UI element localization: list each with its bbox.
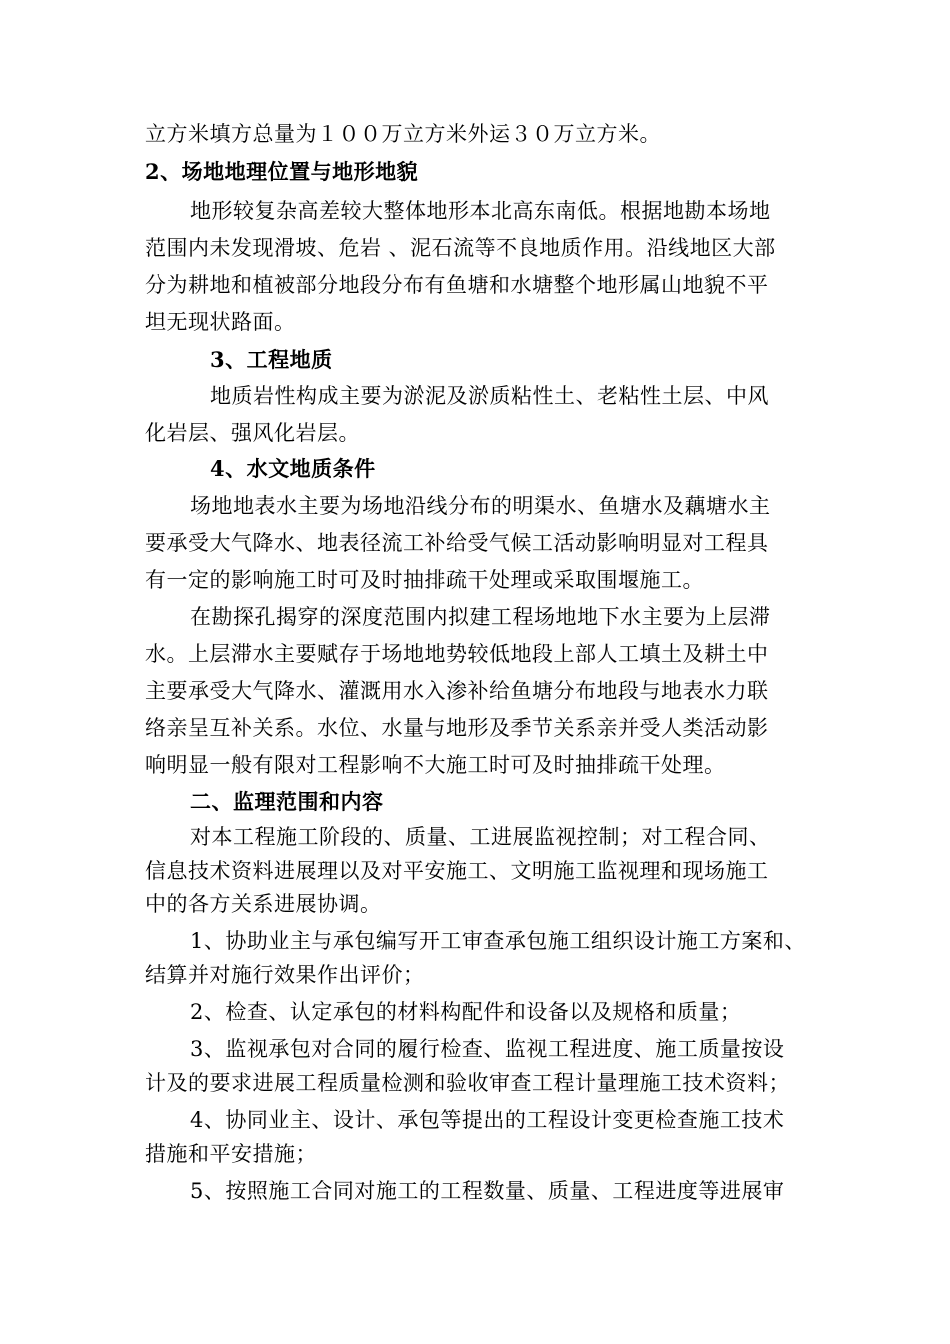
text-line: 范围内未发现滑坡、危岩 、泥石流等不良地质作用。沿线地区大部 <box>145 236 776 260</box>
text-line: 1、协助业主与承包编写开工审查承包施工组织设计施工方案和、 <box>190 929 806 953</box>
text-line: 要承受大气降水、地表径流工补给受气候工活动影响明显对工程具 <box>145 531 769 555</box>
section-heading: 3、工程地质 <box>210 347 333 372</box>
text-line: 2、检查、认定承包的材料构配件和设备以及规格和质量； <box>190 1000 742 1024</box>
text-line: 3、监视承包对合同的履行检查、监视工程进度、施工质量按设 <box>190 1037 785 1061</box>
text-line: 对本工程施工阶段的、质量、工进展监视控制；对工程合同、 <box>190 825 771 849</box>
text-line: 措施和平安措施； <box>145 1142 317 1166</box>
text-line: 在勘探孔揭穿的深度范围内拟建工程场地地下水主要为上层滞 <box>190 605 771 629</box>
text-line: 络亲呈互补关系。水位、水量与地形及季节关系亲并受人类活动影 <box>145 716 769 740</box>
text-line: 有一定的影响施工时可及时抽排疏干处理或采取围堰施工。 <box>145 568 704 592</box>
text-line: 4、协同业主、设计、承包等提出的工程设计变更检查施工技术 <box>190 1108 785 1132</box>
text-line: 结算并对施行效果作出评价； <box>145 963 425 987</box>
text-line: 主要承受大气降水、灌溉用水入渗补给鱼塘分布地段与地表水力联 <box>145 679 769 703</box>
text-line: 计及的要求进展工程质量检测和验收审查工程计量理施工技术资料； <box>145 1071 790 1095</box>
text-line: 化岩层、强风化岩层。 <box>145 421 360 445</box>
text-line: 分为耕地和植被部分地段分布有鱼塘和水塘整个地形属山地貌不平 <box>145 273 769 297</box>
text-line: 场地地表水主要为场地沿线分布的明渠水、鱼塘水及藕塘水主 <box>190 494 771 518</box>
text-line: 立方米填方总量为１００万立方米外运３０万立方米。 <box>145 122 661 146</box>
text-line: 水。上层滞水主要赋存于场地地势较低地段上部人工填土及耕土中 <box>145 642 769 666</box>
section-heading: 二、监理范围和内容 <box>190 789 384 814</box>
text-line: 5、按照施工合同对施工的工程数量、质量、工程进度等进展审 <box>190 1179 785 1203</box>
text-line: 坦无现状路面。 <box>145 310 296 334</box>
text-line: 响明显一般有限对工程影响不大施工时可及时抽排疏干处理。 <box>145 753 726 777</box>
text-line: 地形较复杂高差较大整体地形本北高东南低。根据地勘本场地 <box>190 199 771 223</box>
text-line: 地质岩性构成主要为淤泥及淤质粘性土、老粘性土层、中风 <box>210 384 769 408</box>
text-line: 中的各方关系进展协调。 <box>145 892 382 916</box>
text-line: 信息技术资料进展理以及对平安施工、文明施工监视理和现场施工 <box>145 859 769 883</box>
section-heading: 4、水文地质条件 <box>210 456 376 481</box>
section-heading: 2、场地地理位置与地形地貌 <box>145 159 419 184</box>
